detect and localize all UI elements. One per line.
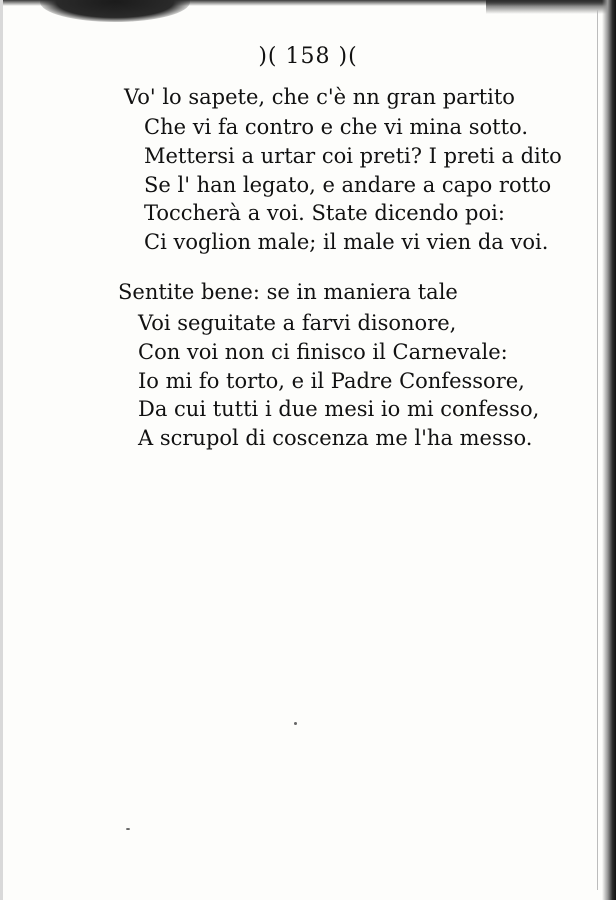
page-fold-line [597, 10, 598, 890]
paper-speck [126, 828, 130, 830]
page-number: )( 158 )( [258, 44, 358, 69]
paper-speck [294, 722, 297, 725]
verse-line: A scrupol di coscenza me l'ha messo. [138, 426, 533, 450]
verse-line: Con voi non ci finisco il Carnevale: [138, 340, 508, 364]
verse-line: Vo' lo sapete, che c'è nn gran partito [124, 85, 515, 109]
verse-line: Mettersi a urtar coi preti? I preti a dito [144, 144, 562, 168]
verse-line: Ci voglion male; il male vi vien da voi. [144, 230, 549, 254]
binding-smudge [40, 0, 190, 22]
page-left-edge [0, 0, 3, 900]
verse-line: Che vi fa contro e che vi mina sotto. [144, 115, 528, 139]
verse-line: Voi seguitate a farvi disonore, [138, 311, 457, 335]
verse-line: Sentite bene: se in maniera tale [118, 280, 458, 304]
page-binding-edge [602, 0, 616, 900]
verse-line: Da cui tutti i due mesi io mi confesso, [138, 397, 540, 421]
verse-line: Io mi fo torto, e il Padre Confessore, [138, 369, 525, 393]
verse-line: Toccherà a voi. State dicendo poi: [144, 201, 505, 225]
verse-line: Se l' han legato, e andare a capo rotto [144, 173, 552, 197]
